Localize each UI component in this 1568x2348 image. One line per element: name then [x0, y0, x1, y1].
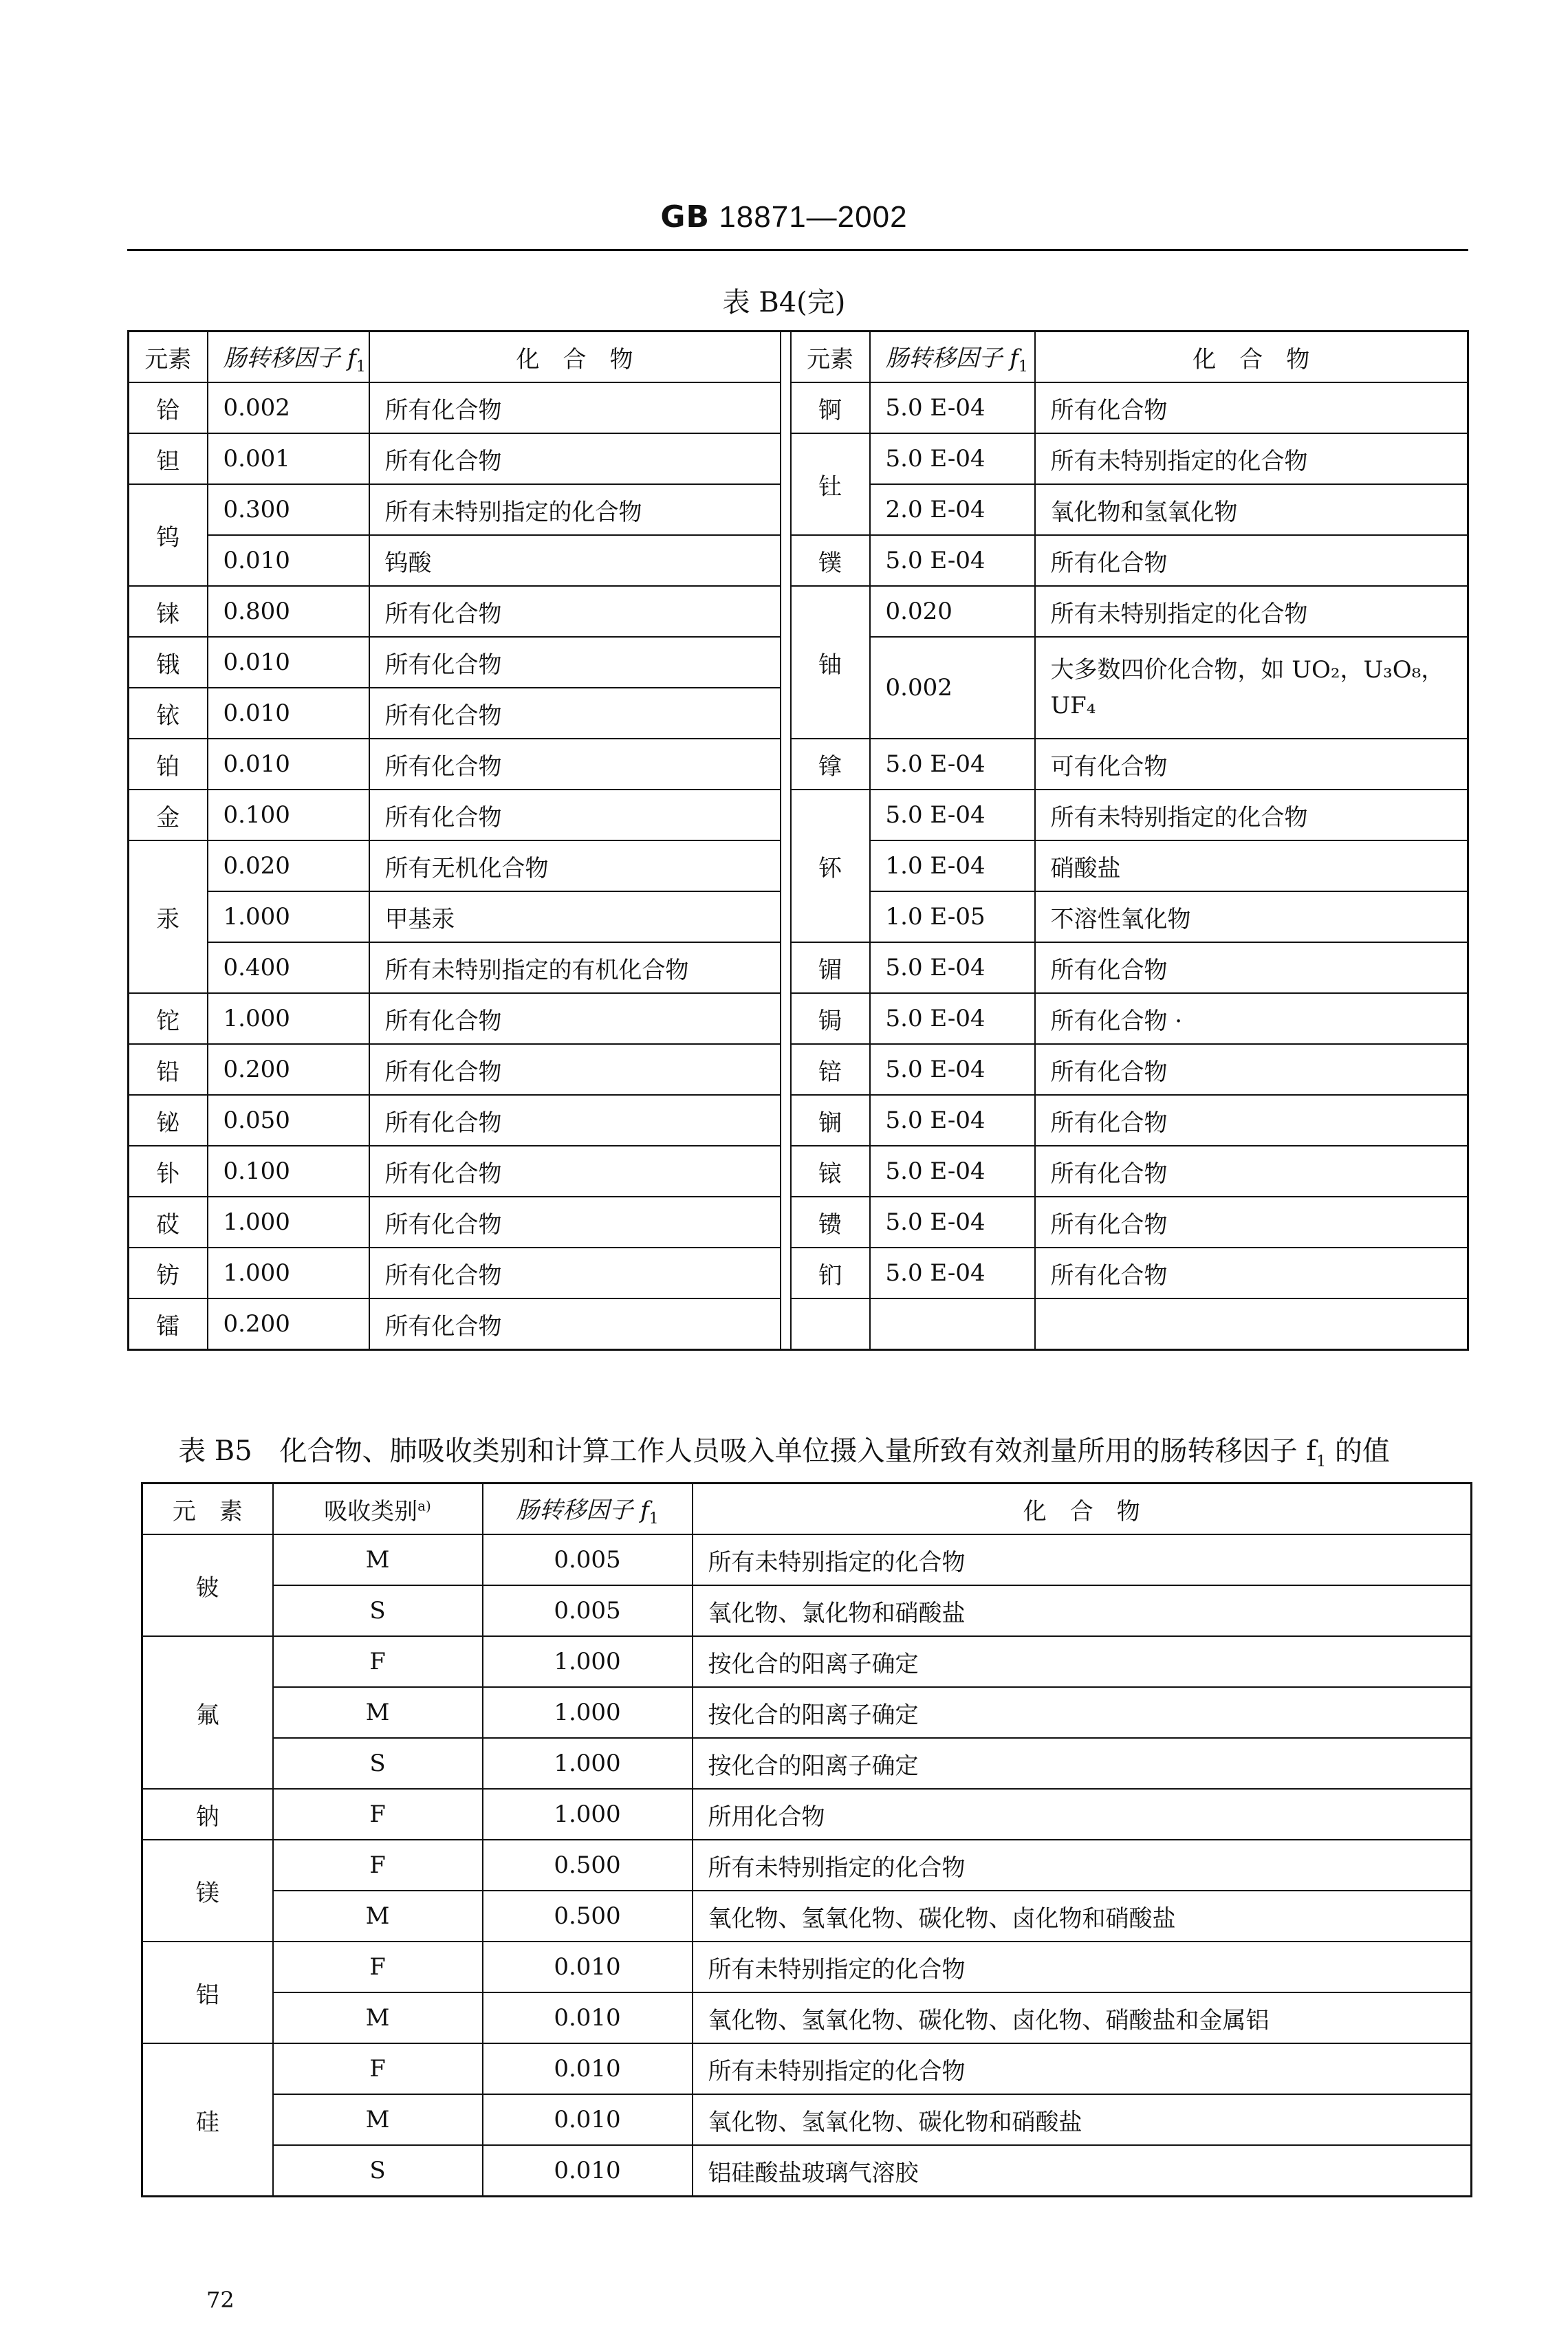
- b5-element-cell: 镁: [142, 1840, 273, 1942]
- b4-compound-cell: 所有无机化合物: [369, 840, 781, 891]
- b4-factor-cell: 5.0 E-04: [870, 382, 1035, 433]
- b4-element-cell: 锫: [791, 1044, 870, 1095]
- table-row: [129, 739, 1468, 790]
- b4-compound-cell: 所有化合物: [369, 1298, 781, 1350]
- table-row: [142, 2094, 1472, 2145]
- standard-number: 18871—2002: [719, 200, 908, 234]
- b5-factor-header: 肠转移因子 $f_1$: [483, 1483, 693, 1535]
- b4-factor-cell: 5.0 E-04: [870, 535, 1035, 586]
- b4-element-cell: 钨: [129, 484, 208, 586]
- b4-compound-cell: 所有化合物: [369, 739, 781, 790]
- b5-element-cell: 氟: [142, 1636, 273, 1789]
- table-row: [129, 586, 1468, 637]
- b4-factor-cell: 0.200: [208, 1298, 369, 1350]
- b4-compound-cell: 所有未特别指定的有机化合物: [369, 942, 781, 993]
- b4-compound-cell: 钨酸: [369, 535, 781, 586]
- b4-left-element-header: 元素: [129, 331, 208, 383]
- table-row: [142, 1687, 1472, 1738]
- b4-factor-cell: 5.0 E-04: [870, 1146, 1035, 1197]
- b5-compound-cell: 所有未特别指定的化合物: [693, 1942, 1472, 1992]
- b4-compound-cell: 所有化合物: [1035, 1197, 1468, 1248]
- table-b5: [141, 1482, 1472, 2197]
- b4-empty-cell: [1035, 1298, 1468, 1350]
- b4-factor-cell: 5.0 E-04: [870, 993, 1035, 1044]
- b4-factor-cell: 5.0 E-04: [870, 942, 1035, 993]
- b4-factor-cell: 0.002: [208, 382, 369, 433]
- table-b5-caption: 表 B5 化合物、肺吸收类别和计算工作人员吸入单位摄入量所致有效剂量所用的肠转移因子 $f_1$ 的值: [178, 1435, 1390, 1470]
- table-row: [129, 942, 1468, 993]
- b4-compound-cell: 所有化合物: [369, 1248, 781, 1298]
- b5-absorption-cell: S: [273, 1585, 483, 1636]
- b4-compound-cell: 所有化合物: [369, 993, 781, 1044]
- table-row: [142, 1992, 1472, 2043]
- b4-element-cell: 铪: [129, 382, 208, 433]
- b4-compound-cell: 所有化合物: [369, 382, 781, 433]
- b4-compound-cell: 所有化合物: [369, 637, 781, 688]
- table-row: [142, 1738, 1472, 1789]
- b4-factor-cell: 1.000: [208, 993, 369, 1044]
- table-row: [142, 1840, 1472, 1891]
- b5-factor-cell: 1.000: [483, 1789, 693, 1840]
- b4-right-element-header: 元素: [791, 331, 870, 383]
- b4-compound-cell: 硝酸盐: [1035, 840, 1468, 891]
- b4-factor-cell: 0.400: [208, 942, 369, 993]
- b4-left-compound-header: 化 合 物: [369, 331, 781, 383]
- table-row: [142, 2145, 1472, 2197]
- b4-compound-cell: 所有化合物: [369, 586, 781, 637]
- b4-factor-cell: 5.0 E-04: [870, 790, 1035, 840]
- b4-compound-cell: 所有化合物: [369, 433, 781, 484]
- table-row: [129, 1298, 1468, 1350]
- b4-compound-cell: 所有化合物: [369, 1044, 781, 1095]
- b4-element-cell: 钫: [129, 1248, 208, 1298]
- b4-element-cell: 锎: [791, 1095, 870, 1146]
- b4-compound-cell: 不溶性氧化物: [1035, 891, 1468, 942]
- b5-absorption-cell: F: [273, 1840, 483, 1891]
- b4-factor-cell: 2.0 E-04: [870, 484, 1035, 535]
- b5-factor-cell: 0.010: [483, 1942, 693, 1992]
- b4-element-cell: 铱: [129, 688, 208, 739]
- b4-compound-cell: 所有化合物: [1035, 942, 1468, 993]
- b4-compound-cell: 所有未特别指定的化合物: [369, 484, 781, 535]
- b4-compound-cell: 所有化合物: [1035, 1146, 1468, 1197]
- b4-element-cell: 铼: [129, 586, 208, 637]
- b4-element-cell: 砹: [129, 1197, 208, 1248]
- b5-element-header: 元 素: [142, 1483, 273, 1535]
- b5-factor-cell: 0.010: [483, 2094, 693, 2145]
- table-b4-header-row: [129, 331, 1468, 383]
- table-row: [142, 1534, 1472, 1585]
- b4-left-factor-header: 肠转移因子 $f_1$: [208, 331, 369, 383]
- b5-compound-cell: 所用化合物: [693, 1789, 1472, 1840]
- b5-absorption-cell: F: [273, 1789, 483, 1840]
- b5-compound-cell: 所有未特别指定的化合物: [693, 1840, 1472, 1891]
- b4-compound-cell: 可有化合物: [1035, 739, 1468, 790]
- table-b4-caption: 表 B4(完): [722, 287, 846, 318]
- b4-compound-cell: 所有化合物: [369, 688, 781, 739]
- b4-factor-cell: 0.800: [208, 586, 369, 637]
- b4-factor-cell: 0.200: [208, 1044, 369, 1095]
- b4-compound-cell: 所有未特别指定的化合物: [1035, 586, 1468, 637]
- b5-factor-cell: 0.500: [483, 1840, 693, 1891]
- b5-absorption-header: 吸收类别$^{a)}$: [273, 1483, 483, 1535]
- b4-factor-cell: 5.0 E-04: [870, 1095, 1035, 1146]
- b5-compound-cell: 按化合的阳离子确定: [693, 1738, 1472, 1789]
- b4-empty-cell: [870, 1298, 1035, 1350]
- b4-factor-cell: 0.100: [208, 1146, 369, 1197]
- b4-element-cell: 汞: [129, 840, 208, 993]
- table-b4: [127, 330, 1469, 1351]
- b4-element-cell: 铅: [129, 1044, 208, 1095]
- b4-factor-cell: 0.010: [208, 739, 369, 790]
- b4-compound-cell: 甲基汞: [369, 891, 781, 942]
- b5-compound-cell: 所有未特别指定的化合物: [693, 1534, 1472, 1585]
- b4-compound-cell: 所有化合物: [1035, 1044, 1468, 1095]
- b4-factor-cell: 0.010: [208, 535, 369, 586]
- b4-factor-cell: 1.000: [208, 1197, 369, 1248]
- b5-compound-cell: 氧化物、氯化物和硝酸盐: [693, 1585, 1472, 1636]
- b4-element-cell: 锕: [791, 382, 870, 433]
- table-row: [129, 993, 1468, 1044]
- table-row: [129, 1146, 1468, 1197]
- table-row: [142, 1789, 1472, 1840]
- b5-factor-cell: 0.010: [483, 2145, 693, 2197]
- b5-absorption-cell: M: [273, 1534, 483, 1585]
- b5-absorption-cell: F: [273, 1942, 483, 1992]
- table-b5-header-row: [142, 1483, 1472, 1535]
- b4-factor-cell: 0.020: [208, 840, 369, 891]
- b4-element-cell: 镄: [791, 1197, 870, 1248]
- b5-factor-cell: 0.010: [483, 1992, 693, 2043]
- b4-factor-cell: 0.002: [870, 637, 1035, 739]
- b4-factor-cell: 0.300: [208, 484, 369, 535]
- b4-compound-cell: 所有化合物: [1035, 382, 1468, 433]
- b5-compound-cell: 氧化物、氢氧化物、碳化物和硝酸盐: [693, 2094, 1472, 2145]
- b4-factor-cell: 1.000: [208, 1248, 369, 1298]
- b4-element-cell: 镎: [791, 739, 870, 790]
- table-row: [129, 382, 1468, 433]
- b5-factor-cell: 0.005: [483, 1534, 693, 1585]
- b4-element-cell: 镤: [791, 535, 870, 586]
- standard-code: GB: [660, 199, 710, 235]
- table-row: [129, 1197, 1468, 1248]
- table-row: [142, 1636, 1472, 1687]
- table-row: [142, 1891, 1472, 1942]
- table-row: [129, 535, 1468, 586]
- b4-element-cell: 金: [129, 790, 208, 840]
- b4-compound-cell: 所有未特别指定的化合物: [1035, 433, 1468, 484]
- b4-compound-cell: 所有化合物 ·: [1035, 993, 1468, 1044]
- b5-factor-cell: 0.005: [483, 1585, 693, 1636]
- b4-compound-cell: 所有化合物: [1035, 535, 1468, 586]
- b5-compound-cell: 按化合的阳离子确定: [693, 1636, 1472, 1687]
- b5-factor-cell: 1.000: [483, 1636, 693, 1687]
- b4-element-cell: 铋: [129, 1095, 208, 1146]
- b4-element-cell: 铂: [129, 739, 208, 790]
- b4-element-cell: 钋: [129, 1146, 208, 1197]
- table-row: [129, 1044, 1468, 1095]
- b4-compound-cell: 所有化合物: [369, 1197, 781, 1248]
- table-row: [129, 790, 1468, 840]
- standard-header: [0, 199, 1568, 235]
- b4-factor-cell: 5.0 E-04: [870, 433, 1035, 484]
- b4-factor-cell: 0.020: [870, 586, 1035, 637]
- b5-compound-cell: 铝硅酸盐玻璃气溶胶: [693, 2145, 1472, 2197]
- b4-compound-cell: 所有化合物: [1035, 1248, 1468, 1298]
- b5-absorption-cell: F: [273, 1636, 483, 1687]
- b5-compound-header: 化 合 物: [693, 1483, 1472, 1535]
- table-row: [129, 1095, 1468, 1146]
- b5-element-cell: 硅: [142, 2043, 273, 2197]
- b5-factor-cell: 1.000: [483, 1687, 693, 1738]
- b4-right-compound-header: 化 合 物: [1035, 331, 1468, 383]
- b5-factor-cell: 0.010: [483, 2043, 693, 2094]
- b5-factor-cell: 1.000: [483, 1738, 693, 1789]
- page-number: 72: [206, 2287, 235, 2313]
- b4-element-cell: 锔: [791, 993, 870, 1044]
- b4-element-cell: 锇: [129, 637, 208, 688]
- b4-element-cell: 铊: [129, 993, 208, 1044]
- b5-absorption-cell: S: [273, 1738, 483, 1789]
- b4-factor-cell: 0.001: [208, 433, 369, 484]
- b5-compound-cell: 氧化物、氢氧化物、碳化物、卤化物和硝酸盐: [693, 1891, 1472, 1942]
- b4-compound-cell: 所有化合物: [369, 790, 781, 840]
- b4-right-factor-header: 肠转移因子 $f_1$: [870, 331, 1035, 383]
- b4-factor-cell: 0.010: [208, 688, 369, 739]
- b5-element-cell: 铝: [142, 1942, 273, 2043]
- b5-absorption-cell: S: [273, 2145, 483, 2197]
- b4-empty-cell: [791, 1298, 870, 1350]
- table-row: [129, 1248, 1468, 1298]
- b4-element-cell: 锿: [791, 1146, 870, 1197]
- b4-factor-cell: 0.010: [208, 637, 369, 688]
- b4-factor-cell: 1.000: [208, 891, 369, 942]
- b5-absorption-cell: M: [273, 1891, 483, 1942]
- b4-factor-cell: 1.0 E-05: [870, 891, 1035, 942]
- b4-compound-cell: 氧化物和氢氧化物: [1035, 484, 1468, 535]
- table-row: [129, 433, 1468, 484]
- b4-empty-cell: [781, 1298, 791, 1350]
- b4-compound-cell: 所有未特别指定的化合物: [1035, 790, 1468, 840]
- b5-compound-cell: 氧化物、氢氧化物、碳化物、卤化物、硝酸盐和金属铝: [693, 1992, 1472, 2043]
- b4-compound-cell: 所有化合物: [369, 1095, 781, 1146]
- b4-element-cell: 钍: [791, 433, 870, 535]
- b4-factor-cell: 5.0 E-04: [870, 1248, 1035, 1298]
- b4-compound-cell: 所有化合物: [1035, 1095, 1468, 1146]
- b5-absorption-cell: M: [273, 1992, 483, 2043]
- b4-factor-cell: 1.0 E-04: [870, 840, 1035, 891]
- b5-absorption-cell: M: [273, 2094, 483, 2145]
- b4-element-cell: 铀: [791, 586, 870, 739]
- table-row: [142, 2043, 1472, 2094]
- table-b4-divider: [781, 331, 791, 1299]
- b5-absorption-cell: F: [273, 2043, 483, 2094]
- b4-factor-cell: 0.050: [208, 1095, 369, 1146]
- b4-compound-cell: 所有化合物: [369, 1146, 781, 1197]
- b4-element-cell: 镅: [791, 942, 870, 993]
- b4-factor-cell: 5.0 E-04: [870, 1197, 1035, 1248]
- b5-element-cell: 铍: [142, 1534, 273, 1636]
- b4-factor-cell: 5.0 E-04: [870, 1044, 1035, 1095]
- b5-element-cell: 钠: [142, 1789, 273, 1840]
- b5-factor-cell: 0.500: [483, 1891, 693, 1942]
- header-rule: [127, 249, 1468, 251]
- b4-element-cell: 钔: [791, 1248, 870, 1298]
- table-row: [142, 1942, 1472, 1992]
- b4-compound-cell: 大多数四价化合物，如 UO₂，U₃O₈，UF₄: [1035, 637, 1468, 739]
- b4-factor-cell: 0.100: [208, 790, 369, 840]
- b5-absorption-cell: M: [273, 1687, 483, 1738]
- table-row: [142, 1585, 1472, 1636]
- b4-factor-cell: 5.0 E-04: [870, 739, 1035, 790]
- b4-element-cell: 钽: [129, 433, 208, 484]
- b4-element-cell: 镭: [129, 1298, 208, 1350]
- b5-compound-cell: 所有未特别指定的化合物: [693, 2043, 1472, 2094]
- b4-element-cell: 钚: [791, 790, 870, 942]
- b5-compound-cell: 按化合的阳离子确定: [693, 1687, 1472, 1738]
